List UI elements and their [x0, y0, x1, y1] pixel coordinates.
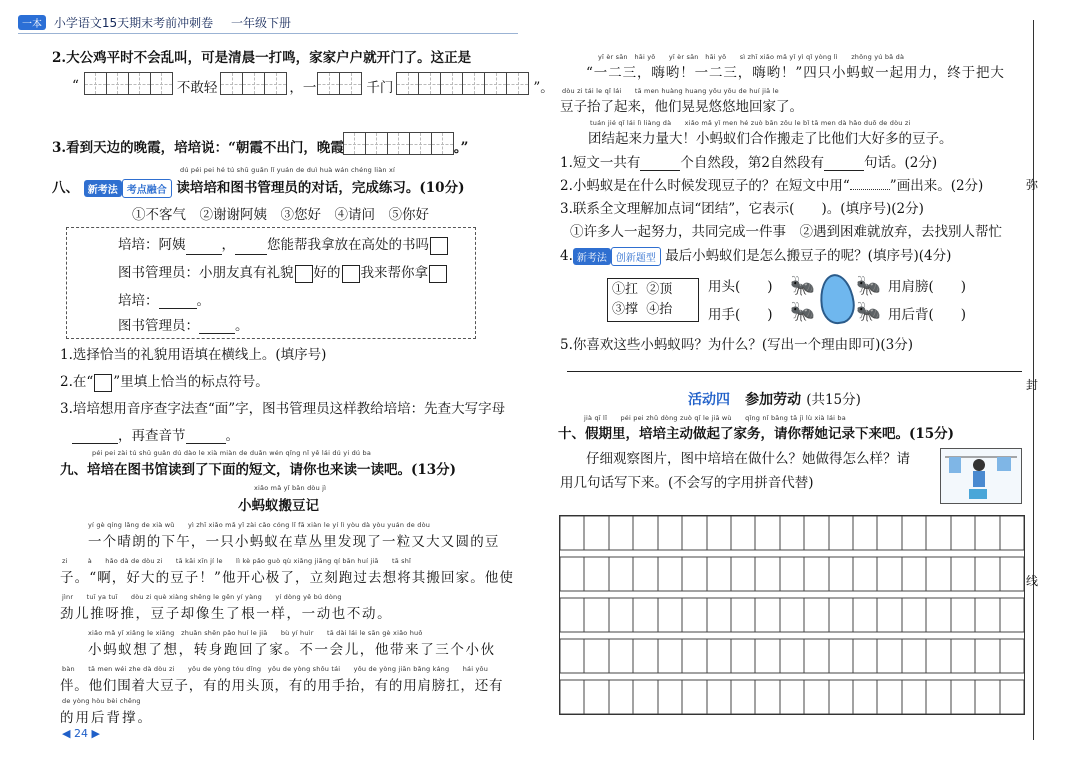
- para-pinyin: dòu zi tái le qǐ lái tā men huàng huang yōu yōu de huí jiā le: [562, 87, 779, 95]
- grade-label: 一年级下册: [230, 16, 291, 30]
- s8-q3: 3.培培想用音序查字法查“面”字，图书管理员这样教给培培：先查大写字母: [60, 401, 506, 417]
- q4-options-box: ①扛 ②顶 ③撑 ④抬: [607, 278, 699, 322]
- topic-tag: 考点融合: [122, 179, 172, 198]
- s8-q3-line2: ，再查音节 。: [72, 424, 239, 444]
- seal-label: 封: [1026, 378, 1039, 392]
- q2-text: 2.大公鸡平时不会乱叫，可是清晨一打鸣，家家户户就开门了。这正是: [52, 50, 472, 66]
- book-title: 小学语文15天期末考前冲刺卷: [53, 16, 214, 30]
- para-pinyin: yī èr sān hāi yō yī èr sān hāi yō sì zhī xiǎo mǎ yǐ yì qǐ yòng lì zhōng yú bǎ dà: [598, 53, 905, 61]
- r-q4: 4. 新考法 创新题型 最后小蚂蚁们是怎么搬豆子的呢？(填序号)(4分): [560, 248, 952, 264]
- story-line: 子。“啊，好大的豆子！”他开心极了，立刻跑过去想将其搬回家。他使: [60, 570, 515, 586]
- r-q3: 3.联系全文理解加点词“团结”，它表示( )。(填序号)(2分): [560, 201, 924, 217]
- activity-divider: [567, 371, 1022, 372]
- q4-hand-answer[interactable]: 用手( ): [708, 307, 773, 323]
- s8-pinyin: dú péi pei hé tú shū guǎn lǐ yuán de duì huà wán chéng liàn xí: [180, 166, 396, 174]
- punct-box[interactable]: [342, 265, 360, 283]
- ant-icon: 🐜: [856, 299, 881, 323]
- publisher-badge: 一本: [18, 15, 46, 30]
- q2-grid-2[interactable]: [221, 72, 287, 99]
- innovative-tag: 创新题型: [611, 247, 661, 266]
- dialog-line-3: 培培： 。: [118, 293, 210, 309]
- new-exam-tag: 新考法: [84, 180, 122, 197]
- bean-icon: [817, 272, 858, 326]
- s8-q2: 2.在“ ”里填上恰当的标点符号。: [60, 374, 269, 390]
- q2-grid-3[interactable]: [318, 72, 362, 99]
- story-title: 小蚂蚁搬豆记: [238, 498, 319, 514]
- s9-heading: 九、培培在图书馆读到了下面的短文，请你也来读一读吧。(13分): [60, 462, 457, 478]
- q3-row: 3.看到天边的晚霞，培培说：“朝霞不出门，晚霞 。”: [52, 132, 468, 159]
- story-title-pinyin: xiǎo mǎ yǐ bān dòu jì: [254, 484, 327, 492]
- story-pinyin: bàn tā men wéi zhe dà dòu zi yǒu de yòng tóu dǐng yǒu de yòng shǒu tái yǒu de yòng jiān bǎng káng hái yǒu: [62, 665, 489, 673]
- q4-back-answer[interactable]: 用后背( ): [888, 307, 967, 323]
- story-pinyin: yí gè qíng lǎng de xià wǔ yì zhī xiǎo mǎ yǐ zài cǎo cóng lǐ fā xiàn le yí lì yòu dà yòu yuán de dòu: [88, 521, 431, 529]
- r-q5: 5.你喜欢这些小蚂蚁吗？为什么？(写出一个理由即可)(3分): [560, 337, 914, 353]
- q2-grid-1[interactable]: [85, 72, 173, 99]
- blank[interactable]: [159, 296, 197, 309]
- story-pinyin: de yòng hòu bèi chēng: [62, 697, 141, 705]
- para-line: 豆子抬了起来，他们晃晃悠悠地回家了。: [560, 99, 803, 115]
- punct-box[interactable]: [429, 265, 447, 283]
- s8-heading: 八、 新考法 考点融合 读培培和图书管理员的对话，完成练习。(10分): [52, 180, 465, 196]
- dialog-line-4: 图书管理员： 。: [118, 318, 249, 334]
- q4-head-answer[interactable]: 用头( ): [708, 279, 773, 295]
- new-exam-tag: 新考法: [573, 248, 611, 265]
- s8-options: ①不客气 ②谢谢阿姨 ③您好 ④请问 ⑤你好: [132, 207, 429, 223]
- punct-box[interactable]: [295, 265, 313, 283]
- story-line: 一个晴朗的下午，一只小蚂蚁在草丛里发现了一粒又大又圆的豆: [88, 534, 500, 550]
- dialog-line-1: 培培：阿姨 ， 您能帮我拿放在高处的书吗: [118, 233, 449, 255]
- story-pinyin: zi à hǎo dà de dòu zi tā kāi xīn jí le lì kè pǎo guò qù xiǎng jiāng qí bān huí jiā tā shǐ: [62, 557, 412, 565]
- s9-pinyin: péi pei zài tú shū guǎn dú dào le xià miàn de duǎn wén qǐng nǐ yě lái dú yi dú ba: [92, 449, 372, 457]
- para-line: “一二三，嗨哟！一二三，嗨哟！”四只小蚂蚁一起用力，终于把大: [586, 65, 1005, 81]
- ant-icon: 🐜: [856, 273, 881, 297]
- dialog-line-2: 图书管理员：小朋友真有礼貌 好的 我来帮你拿: [118, 261, 448, 283]
- story-line: 伴。他们围着大豆子，有的用头顶，有的用手抬，有的用肩膀扛，还有: [60, 678, 504, 694]
- r-q3-options: ①许多人一起努力，共同完成一件事 ②遇到困难就放弃，去找别人帮忙: [570, 224, 1002, 240]
- s10-desc: 仔细观察图片，图中培培在做什么？她做得怎么样？请: [586, 451, 910, 467]
- activity-heading: 活动四 参加劳动 (共15分): [688, 392, 861, 408]
- s8-q1: 1.选择恰当的礼貌用语填在横线上。(填序号): [60, 347, 327, 363]
- story-pinyin: xiǎo mǎ yǐ xiǎng le xiǎng zhuǎn shēn pǎo huí le jiā bù yí huìr tā dài lái le sān gè xiǎo huǒ: [88, 629, 423, 637]
- punct-box[interactable]: [94, 374, 112, 392]
- seal-label: 弥: [1026, 178, 1039, 192]
- r-q1: 1.短文一共有 个自然段，第2自然段有 句话。(2分): [560, 155, 938, 171]
- para-line: 团结起来力量大！小蚂蚁们合作搬走了比他们大好多的豆子。: [588, 131, 953, 147]
- punct-box[interactable]: [430, 237, 448, 255]
- girl-laundry-picture: [940, 448, 1022, 504]
- blank[interactable]: [235, 242, 267, 255]
- s10-desc-2: 用几句话写下来。(不会写的字用拼音代替): [560, 475, 814, 491]
- seal-label: 线: [1026, 574, 1039, 588]
- header-divider: [18, 33, 518, 34]
- q2-fill-row: “ 不敢轻 ，一 千门 ”。: [72, 72, 554, 99]
- blank[interactable]: [199, 321, 235, 334]
- page-number: ◀ 24 ▶: [62, 727, 100, 740]
- writing-grid[interactable]: [559, 515, 1025, 715]
- ant-icon: 🐜: [790, 273, 815, 297]
- wavy-line-mark: [850, 179, 890, 190]
- story-line: 的用后背撑。: [60, 710, 153, 726]
- ant-icon: 🐜: [790, 299, 815, 323]
- story-pinyin: jìnr tuī ya tuī dòu zi què xiàng shēng le gēn yí yàng yí dòng yě bú dòng: [62, 593, 342, 601]
- blank[interactable]: [186, 242, 222, 255]
- s10-heading: 十、假期里，培培主动做起了家务，请你帮她记录下来吧。(15分): [558, 426, 955, 442]
- s10-pinyin: jià qī lǐ péi pei zhǔ dòng zuò qǐ le jiā wù qǐng nǐ bāng tā jì lù xià lái ba: [584, 414, 846, 422]
- story-line: 小蚂蚁想了想，转身跑回了家。不一会儿，他带来了三个小伙: [88, 642, 496, 658]
- para-pinyin: tuán jié qǐ lái lì liàng dà xiǎo mǎ yǐ men hé zuò bān zǒu le bǐ tā men dà hǎo duō de dòu zi: [590, 119, 911, 127]
- story-line: 劲儿推呀推，豆子却像生了根一样，一动也不动。: [60, 606, 393, 622]
- q2-grid-4[interactable]: [397, 72, 529, 99]
- q3-grid[interactable]: [344, 132, 454, 159]
- q4-shoulder-answer[interactable]: 用肩膀( ): [888, 279, 967, 295]
- r-q2: 2.小蚂蚁是在什么时候发现豆子的？在短文中用“ ”画出来。(2分): [560, 178, 984, 194]
- header: [18, 14, 291, 31]
